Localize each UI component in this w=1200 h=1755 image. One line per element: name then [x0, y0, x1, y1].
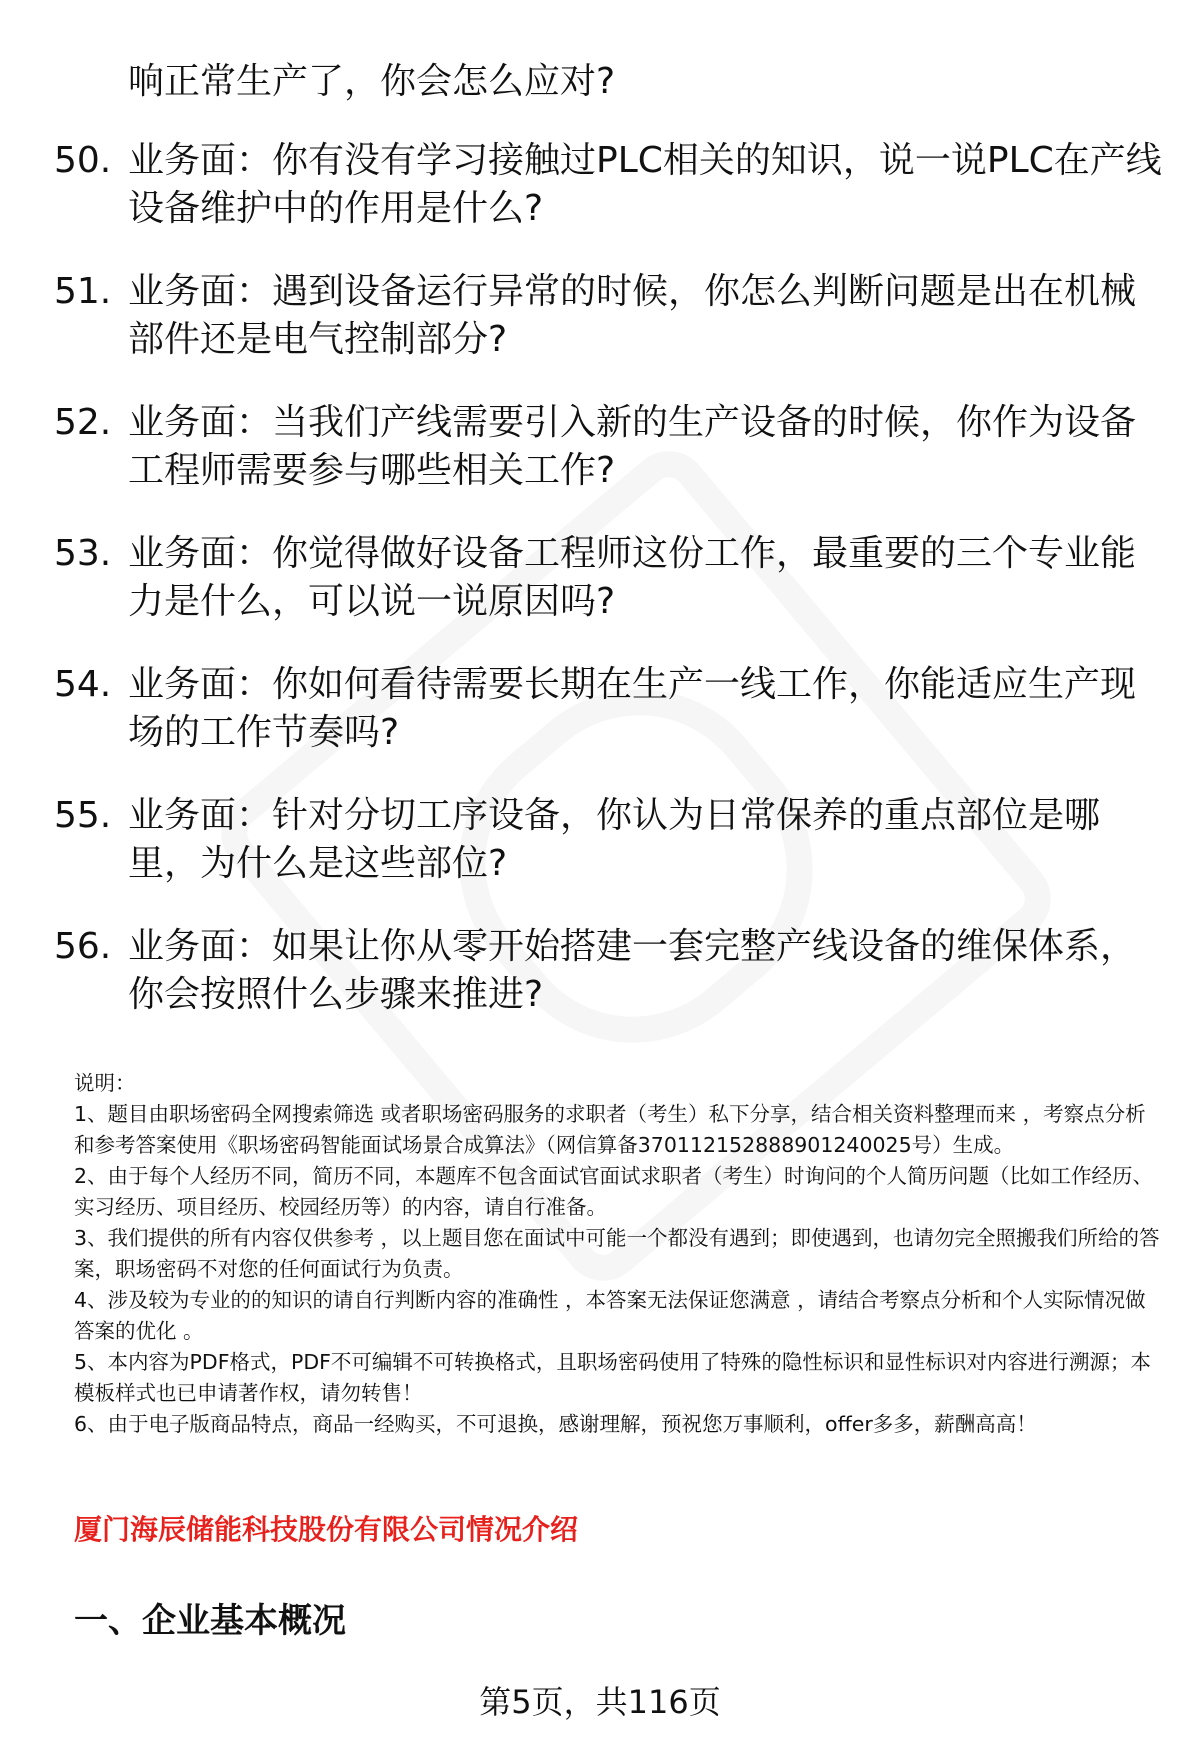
question-text: 业务面：你觉得做好设备工程师这份工作，最重要的三个专业能力是什么，可以说一说原因吗? [128, 533, 1137, 622]
page-footer: 第5页，共116页 [479, 1683, 721, 1721]
question-list [0, 58, 1200, 1019]
note-item: 5、本内容为PDF格式，PDF不可编辑不可转换格式，且职场密码使用了特殊的隐性标识和显性标识对内容进行溯源；本模板样式也已申请著作权，请勿转售！ [74, 1350, 1151, 1405]
question-number: 53. [54, 533, 112, 574]
question-text: 业务面：你有没有学习接触过PLC相关的知识，说一说PLC在产线设备维护中的作用是什么? [128, 140, 1162, 229]
question-text: 业务面：针对分切工序设备，你认为日常保养的重点部位是哪里，为什么是这些部位? [128, 795, 1101, 884]
question-item [0, 137, 1200, 233]
question-number: 52. [54, 402, 112, 443]
question-item [0, 923, 1200, 1019]
question-item [0, 399, 1200, 495]
question-text: 业务面：你如何看待需要长期在生产一线工作，你能适应生产现场的工作节奏吗? [128, 664, 1137, 753]
section-heading: 一、企业基本概况 [74, 1601, 346, 1641]
question-text: 业务面：当我们产线需要引入新的生产设备的时候，你作为设备工程师需要参与哪些相关工作? [128, 402, 1137, 491]
question-number: 50. [54, 140, 112, 181]
note-item: 2、由于每个人经历不同，简历不同，本题库不包含面试官面试求职者（考生）时询问的个人简历问题（比如工作经历、实习经历、项目经历、校园经历等）的内容，请自行准备。 [74, 1164, 1154, 1219]
question-number: 51. [54, 271, 112, 312]
question-item [0, 268, 1200, 364]
question-text: 业务面：如果让你从零开始搭建一套完整产线设备的维保体系，你会按照什么步骤来推进? [128, 926, 1137, 1015]
question-number: 55. [54, 795, 112, 836]
question-item [0, 530, 1200, 626]
question-item [0, 661, 1200, 757]
question-number: 54. [54, 664, 112, 705]
company-title: 厦门海辰储能科技股份有限公司情况介绍 [74, 1513, 579, 1546]
question-text: 业务面：遇到设备运行异常的时候，你怎么判断问题是出在机械部件还是电气控制部分? [128, 271, 1137, 360]
notes-heading: 说明： [74, 1071, 136, 1095]
note-item: 6、由于电子版商品特点，商品一经购买，不可退换，感谢理解，预祝您万事顺利，offer多多，薪酬高高！ [74, 1412, 1037, 1436]
notes-section [74, 1068, 1164, 1440]
note-item: 1、题目由职场密码全网搜索筛选 或者职场密码服务的求职者（考生）私下分享，结合相关资料整理而来 ，考察点分析和参考答案使用《职场密码智能面试场景合成算法》（网信算备370112152888901240025号）生成。 [74, 1102, 1146, 1157]
question-continuation [0, 58, 1200, 106]
note-item: 4、涉及较为专业的的知识的请自行判断内容的准确性 ，本答案无法保证您满意 ，请结合考察点分析和个人实际情况做答案的优化 。 [74, 1288, 1146, 1343]
question-text: 响正常生产了，你会怎么应对? [128, 61, 616, 102]
question-item [0, 792, 1200, 888]
note-item: 3、我们提供的所有内容仅供参考 ，以上题目您在面试中可能一个都没有遇到；即使遇到，也请勿完全照搬我们所给的答案，职场密码不对您的任何面试行为负责。 [74, 1226, 1160, 1281]
question-number: 56. [54, 926, 112, 967]
